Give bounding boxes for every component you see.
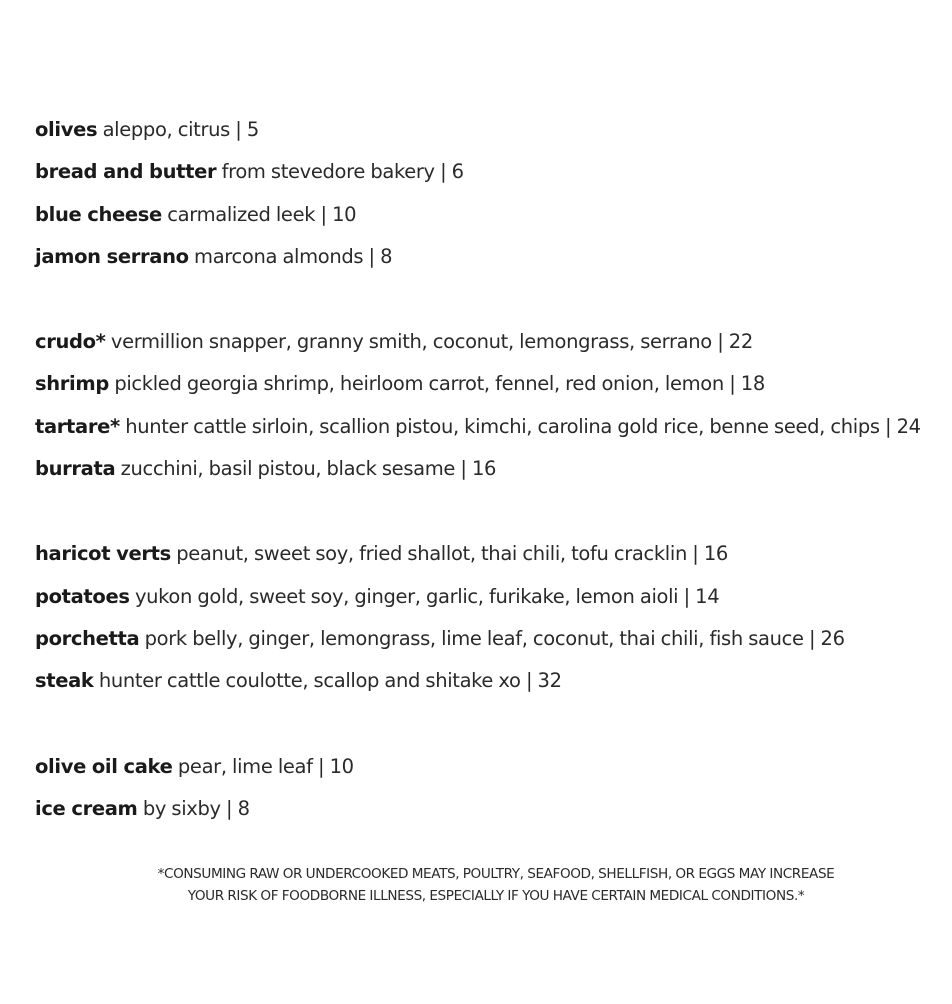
menu-item-name: crudo* — [35, 330, 106, 354]
menu-item-name: ice cream — [35, 796, 138, 820]
menu-section-desserts — [35, 746, 935, 831]
menu-item — [35, 406, 935, 448]
menu-item-description: pork belly, ginger, lemongrass, lime leaf, coconut, thai chili, fish sauce | 26 — [144, 626, 845, 650]
menu-item-description: zucchini, basil pistou, black sesame | 16 — [120, 457, 497, 481]
menu-item-name: olives — [35, 118, 98, 141]
menu-item — [35, 788, 935, 830]
menu-item-description: from stevedore bakery | 6 — [221, 160, 464, 184]
menu-item — [35, 236, 935, 278]
menu-item-name: potatoes — [35, 584, 130, 608]
menu-item — [35, 746, 935, 788]
menu-item-name: jamon serrano — [35, 244, 189, 268]
menu-item-name: steak — [35, 669, 94, 693]
menu-item-name: shrimp — [35, 372, 109, 396]
menu-item-name: olive oil cake — [35, 754, 173, 778]
menu-item-description: marcona almonds | 8 — [194, 244, 393, 268]
menu-item-description: pickled georgia shrimp, heirloom carrot, fennel, red onion, lemon | 18 — [114, 372, 765, 396]
menu-item — [35, 321, 935, 363]
menu-item — [35, 194, 935, 236]
menu-item — [35, 448, 935, 490]
menu-item-description: peanut, sweet soy, fried shallot, thai chili, tofu cracklin | 16 — [176, 542, 728, 566]
menu-item — [35, 576, 935, 618]
menu-item — [35, 151, 935, 193]
menu-item-description: by sixby | 8 — [142, 796, 250, 820]
menu-item-description: pear, lime leaf | 10 — [177, 754, 354, 778]
menu-item-description: vermillion snapper, granny smith, coconut, lemongrass, serrano | 22 — [110, 330, 753, 354]
menu-item-name: blue cheese — [35, 202, 162, 226]
menu-item-name: porchetta — [35, 626, 140, 650]
menu-item — [35, 109, 935, 151]
menu — [35, 109, 935, 830]
menu-item — [35, 533, 935, 575]
menu-item-name: bread and butter — [35, 160, 217, 184]
menu-item-description: hunter cattle sirloin, scallion pistou, kimchi, carolina gold rice, benne seed, chips | 24 — [125, 414, 921, 438]
menu-item-name: haricot verts — [35, 542, 171, 566]
menu-item — [35, 660, 935, 702]
menu-section-hot — [35, 533, 935, 702]
disclaimer-line-2: YOUR RISK OF FOODBORNE ILLNESS, ESPECIALLY IF YOU HAVE CERTAIN MEDICAL CONDITIONS.* — [187, 888, 805, 904]
menu-item-name: burrata — [35, 457, 116, 481]
disclaimer-line-1: *CONSUMING RAW OR UNDERCOOKED MEATS, POULTRY, SEAFOOD, SHELLFISH, OR EGGS MAY INCREASE — [157, 866, 835, 882]
menu-section-raw-and-cold — [35, 321, 935, 490]
menu-item-description: carmalized leek | 10 — [167, 202, 357, 226]
menu-item — [35, 618, 935, 660]
menu-item-description: yukon gold, sweet soy, ginger, garlic, furikake, lemon aioli | 14 — [134, 584, 720, 608]
menu-item-name: tartare* — [35, 414, 120, 438]
menu-item — [35, 363, 935, 405]
menu-item-description: hunter cattle coulotte, scallop and shitake xo | 32 — [98, 669, 562, 693]
menu-item-description: aleppo, citrus | 5 — [102, 118, 259, 141]
menu-section-starters — [35, 109, 935, 278]
food-safety-disclaimer — [0, 863, 952, 907]
